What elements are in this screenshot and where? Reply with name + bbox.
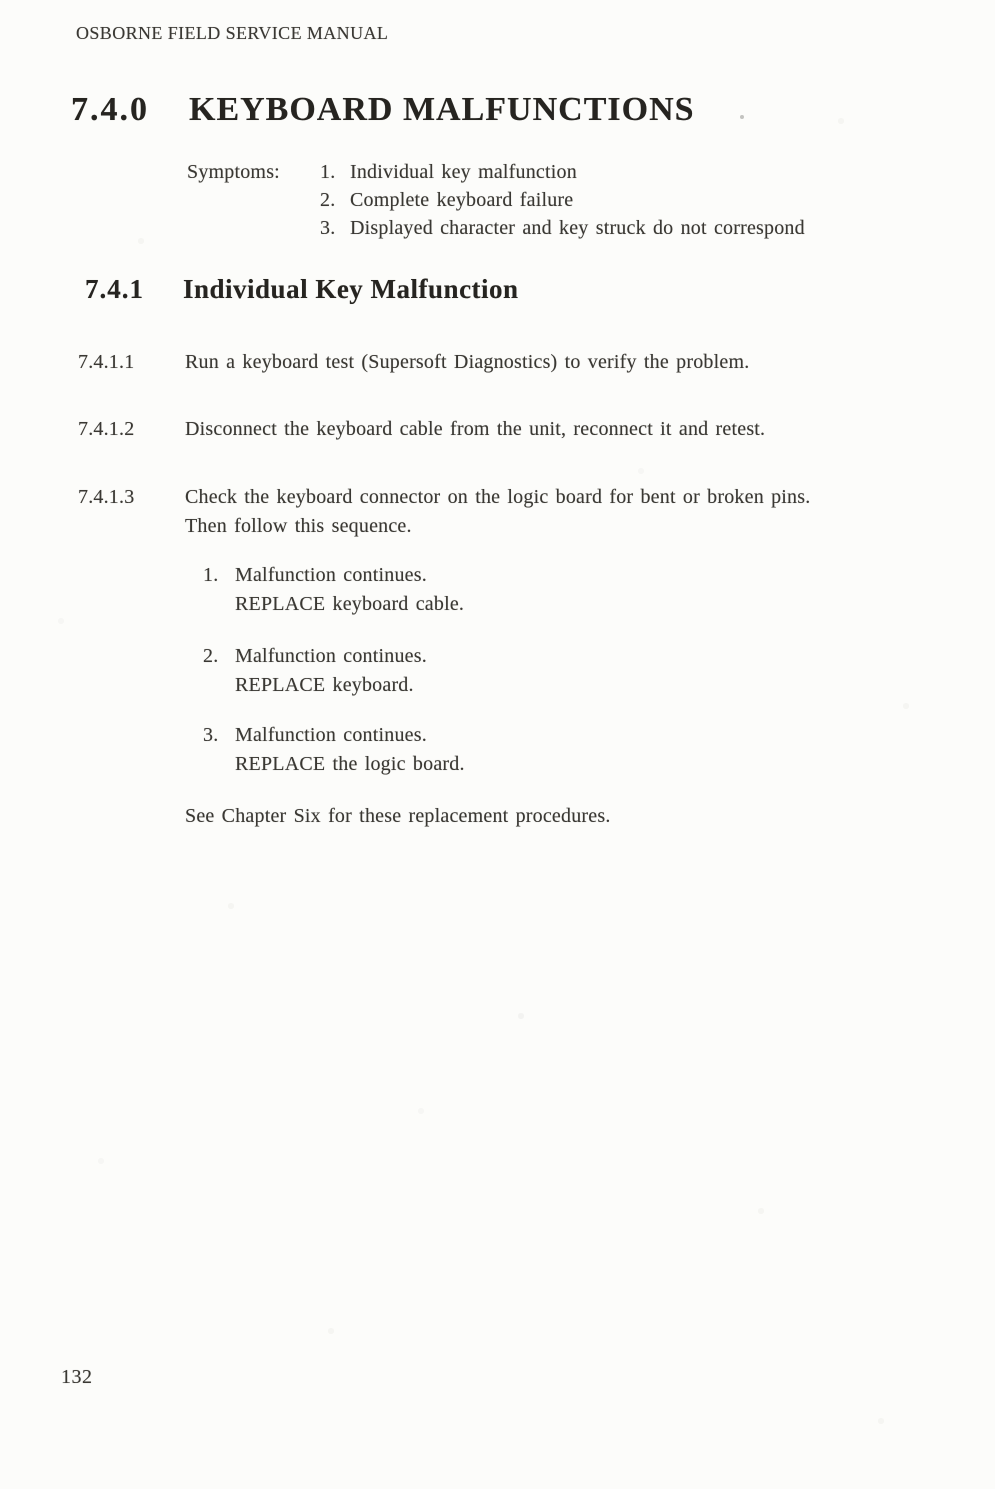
- sequence-action: REPLACE keyboard cable.: [235, 593, 465, 615]
- sequence-action: REPLACE keyboard.: [235, 674, 414, 696]
- step-text-line: Check the keyboard connector on the logic board for bent or broken pins.: [185, 486, 811, 508]
- closing-note: See Chapter Six for these replacement procedures.: [185, 805, 611, 827]
- step-number: 7.4.1.1: [78, 351, 135, 373]
- sequence-text: [235, 561, 464, 619]
- symptoms-label: Symptoms:: [187, 161, 280, 183]
- sequence-action: REPLACE the logic board.: [235, 753, 465, 775]
- sequence-text: [235, 721, 465, 779]
- subsection-title: Individual Key Malfunction: [183, 274, 519, 304]
- scan-noise: [0, 0, 2, 2]
- section-heading: [0, 90, 995, 130]
- step-number: 7.4.1.2: [78, 418, 135, 440]
- subsection-heading: [0, 272, 995, 306]
- subsection-number: 7.4.1: [85, 274, 144, 304]
- step-text: [185, 483, 810, 541]
- section-title: KEYBOARD MALFUNCTIONS: [189, 91, 695, 128]
- symptom-item: [320, 186, 805, 214]
- sequence-number: 1.: [203, 564, 219, 586]
- step-text: [185, 348, 749, 377]
- step-text-line: Run a keyboard test (Supersoft Diagnostics) to verify the problem.: [185, 351, 750, 373]
- sequence-number: 2.: [203, 645, 219, 667]
- section-number: 7.4.0: [71, 91, 149, 128]
- symptom-text: Displayed character and key struck do not correspond: [350, 217, 805, 239]
- running-header: OSBORNE FIELD SERVICE MANUAL: [76, 23, 389, 43]
- sequence-text: [235, 642, 427, 700]
- sequence-condition: Malfunction continues.: [235, 724, 427, 746]
- symptom-number: 2.: [320, 189, 336, 211]
- scan-artifact-dot: [740, 115, 744, 119]
- symptom-item: [320, 158, 805, 186]
- sequence-condition: Malfunction continues.: [235, 564, 427, 586]
- sequence-condition: Malfunction continues.: [235, 645, 427, 667]
- symptom-number: 3.: [320, 217, 336, 239]
- sequence-number: 3.: [203, 724, 219, 746]
- step-text-line: Then follow this sequence.: [185, 515, 412, 537]
- step-text: [185, 415, 765, 444]
- step-text-line: Disconnect the keyboard cable from the unit, reconnect it and retest.: [185, 418, 766, 440]
- symptom-text: Individual key malfunction: [350, 161, 577, 183]
- step-number: 7.4.1.3: [78, 486, 135, 508]
- page-number: 132: [61, 1366, 93, 1388]
- symptom-item: [320, 214, 805, 242]
- symptom-text: Complete keyboard failure: [350, 189, 574, 211]
- symptom-list: [320, 158, 805, 242]
- symptom-number: 1.: [320, 161, 336, 183]
